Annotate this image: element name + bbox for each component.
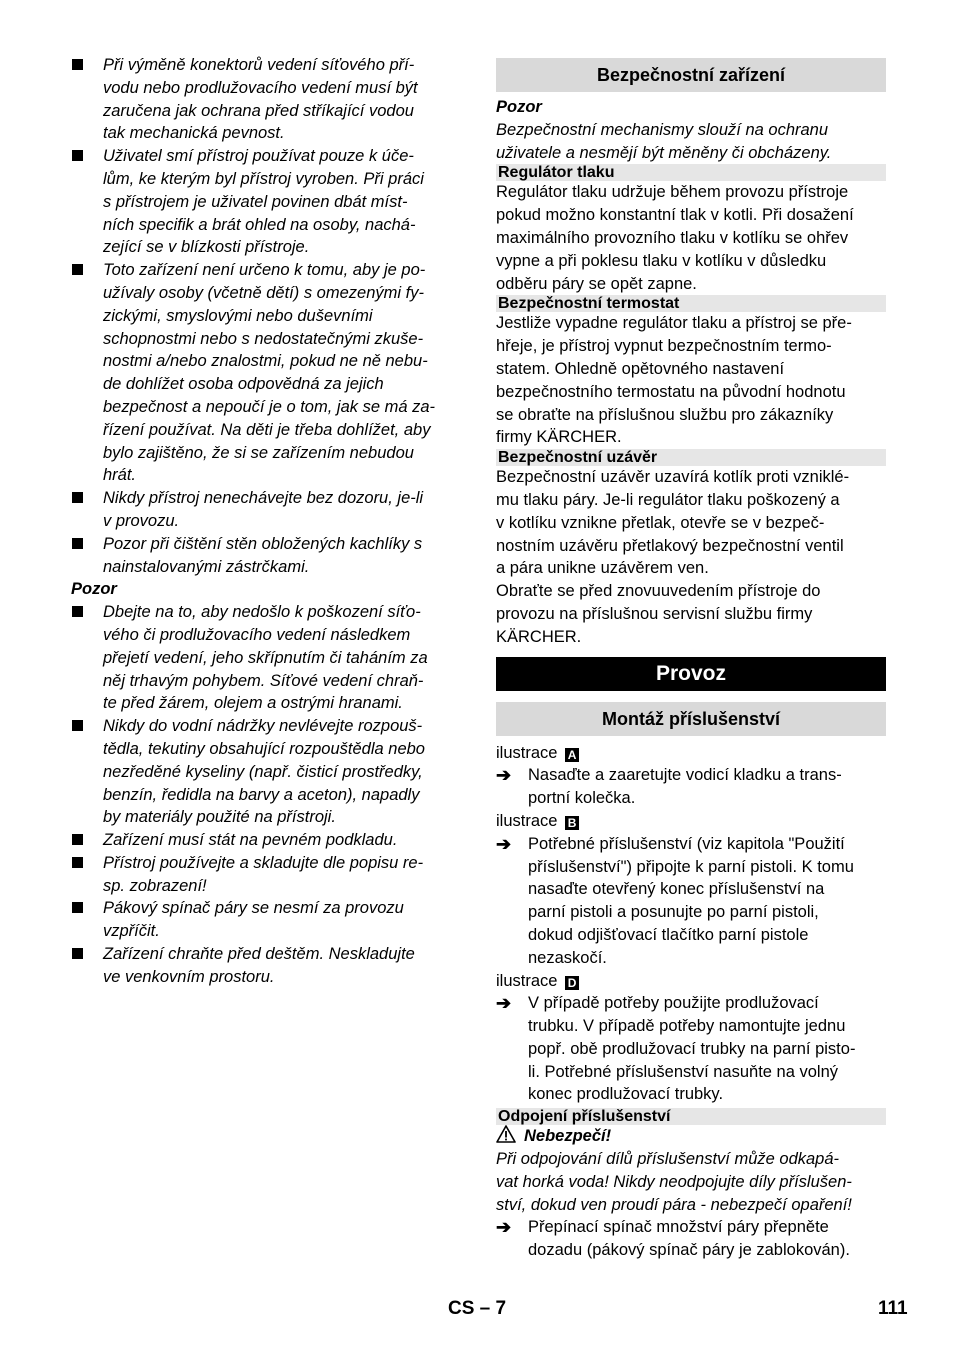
text-line: zaručena jak ochrana před stříkající vodou [103,101,414,120]
text-line: benzín, ředidla na barvy a aceton), napadly [103,785,420,804]
square-bullet-icon [72,264,83,275]
bullet-text [103,601,460,715]
text-line: odběru páry se opět zapne. [496,274,697,293]
text-line: KÄRCHER. [496,627,582,646]
text-line: statem. Ohledně opětovného nastavení [496,359,785,378]
bullet-item [71,897,460,943]
thermostat-heading: Bezpečnostní termostat [496,295,886,312]
caution-label-left: Pozor [71,580,117,599]
bullet-item [71,943,460,989]
caution-text [496,119,886,165]
text-line: ních specifik a brát ohled na osoby, nachá- [103,215,416,234]
text-line: Zařízení chraňte před deštěm. Neskladujte [103,945,415,964]
step-text [528,764,886,810]
illustration-label: ilustrace [496,811,558,830]
text-line: firmy KÄRCHER. [496,428,622,447]
caution-label-right: Pozor [496,98,542,116]
text-line: dozadu (pákový spínač páry je zablokován). [528,1241,850,1260]
safety-bullets-1 [71,54,460,578]
text-line: s přístrojem je uživatel povinen dbát míst- [103,192,408,211]
text-line: se obraťte na příslušnou službu pro zákazníky [496,405,834,424]
bullet-text [103,715,460,829]
text-line: zející se v blízkosti přístroje. [103,238,310,257]
text-line: Bezpečnostní mechanismy slouží na ochranu [496,120,829,139]
text-line: provozu na příslušnou servisní službu firmy [496,604,813,623]
text-line: Toto zařízení není určeno k tomu, aby je po- [103,261,426,280]
text-line: Pákový spínač páry se nesmí za provozu [103,899,404,918]
text-line: v kotlíku vznikne přetlak, otevře se v bezpeč- [496,513,825,532]
step-text [528,1216,886,1262]
step-mount-wheels [496,764,886,810]
illustration-ref-b [496,810,886,833]
text-line: Pozor při čištění stěn obložených kachlíky s [103,534,423,553]
square-bullet-icon [72,857,83,868]
bullet-text [103,259,460,487]
danger-text [496,1148,886,1216]
text-line: mu tlaku páry. Je-li regulátor tlaku poškozený a [496,490,840,509]
bullet-item [71,601,460,715]
pressure-regulator-text [496,181,886,295]
text-line: vzpříčit. [103,922,160,941]
text-line: hrát. [103,466,137,485]
text-line: te před žárem, olejem a ostrými hranami. [103,694,403,713]
text-line: nostním uzávěru přetlakový bezpečnostní ventil [496,536,844,555]
text-line: bezpečnost a nepoučí je o tom, jak se má za- [103,397,436,416]
text-line: nainstalovanými zástrčkami. [103,557,310,576]
safety-lock-text [496,466,886,580]
text-line: by materiály použité na přístroji. [103,808,336,827]
arrow-right-icon: ➔ [496,993,512,1014]
text-line: ství, dokud ven proudí pára - nebezpečí opaření! [496,1195,852,1214]
text-line: Přepínací spínač množství páry přepněte [528,1218,829,1237]
text-line: Nikdy do vodní nádržky nevlévejte rozpouš- [103,717,423,736]
text-line: popř. obě prodlužovací trubky na parní pisto- [528,1039,856,1058]
text-line: konec prodlužovací trubky. [528,1085,724,1104]
text-line: bylo zajištěno, že si se zařízením nebudou [103,443,414,462]
bullet-text [103,852,460,898]
text-line: vypne a při poklesu tlaku v kotlíku v důsledku [496,251,827,270]
text-line: příslušenství") připojte k parní pistoli. K tomu [528,857,854,876]
arrow-right-icon: ➔ [496,765,512,786]
bullet-item [71,533,460,579]
text-line: vého či prodlužovacího vedení následkem [103,625,411,644]
text-line: Obraťte se před znovuuvedením přístroje do [496,582,821,601]
bullet-item [71,54,460,145]
text-line: de dohlížet osoba odpovědná za jejich [103,375,384,394]
illustration-b-icon: B [565,816,579,830]
text-line: maximálního provozního tlaku v kotlíku se ohřev [496,228,849,247]
step-extension-tube [496,992,886,1106]
text-line: ve venkovním prostoru. [103,967,275,986]
detach-accessory-heading: Odpojení příslušenství [496,1108,886,1125]
square-bullet-icon [72,834,83,845]
square-bullet-icon [72,59,83,70]
safety-bullets-2 [71,601,460,989]
square-bullet-icon [72,538,83,549]
text-line: trubku. V případě potřeby namontujte jednu [528,1017,846,1036]
text-line: Zařízení musí stát na pevném podkladu. [103,831,398,850]
text-line: Přístroj používejte a skladujte dle popisu re- [103,853,424,872]
square-bullet-icon [72,150,83,161]
text-line: portní kolečka. [528,789,636,808]
text-line: Jestliže vypadne regulátor tlaku a přístroj se pře- [496,314,852,333]
bullet-text [103,145,460,259]
text-line: nasaďte otevřený konec příslušenství na [528,880,825,899]
bullet-text [103,487,460,533]
bullet-text [103,54,460,145]
text-line: něj trhavým pohybem. Síťové vedení chraň- [103,671,424,690]
text-line: Nasaďte a zaaretujte vodicí kladku a trans- [528,766,842,785]
footer-section-label: CS – 7 [448,1298,507,1319]
danger-text-label: Nebezpečí! [524,1127,612,1146]
text-line: tědla, tekutiny obsahující rozpouštědla nebo [103,739,425,758]
left-column [71,54,460,989]
square-bullet-icon [72,902,83,913]
text-line: uživatele a nesmějí být měněny či obcházeny. [496,143,832,162]
accessories-heading: Montáž příslušenství [496,702,886,736]
text-line: Nikdy přístroj nenechávejte bez dozoru, je-li [103,489,424,508]
illustration-a-icon: A [565,748,579,762]
warning-triangle-icon [496,1125,516,1143]
square-bullet-icon [72,492,83,503]
text-line: přejetí vedení, jeho skřípnutím či taháním za [103,648,428,667]
illustration-label: ilustrace [496,743,558,762]
step-lock-switch [496,1216,886,1262]
text-line: a pára unikne uzávěrem ven. [496,559,709,578]
text-line: hřeje, je přístroj vypnut bezpečnostním termo- [496,337,832,356]
bullet-item [71,829,460,852]
square-bullet-icon [72,948,83,959]
illustration-label: ilustrace [496,971,558,990]
text-line: bezpečnostního termostatu na původní hodnotu [496,382,846,401]
text-line: Při odpojování dílů příslušenství může odkapá- [496,1150,840,1169]
pressure-regulator-heading: Regulátor tlaku [496,164,886,181]
arrow-right-icon: ➔ [496,1217,512,1238]
arrow-right-icon: ➔ [496,833,512,854]
text-line: li. Potřebné příslušenství nasuňte na volný [528,1062,839,1081]
bullet-item [71,715,460,829]
text-line: schopnostmi nebo s nedostatečnými zkuše- [103,329,424,348]
bullet-item [71,145,460,259]
bullet-item [71,852,460,898]
text-line: Při výměně konektorů vedení síťového pří- [103,56,415,74]
step-text [528,833,886,970]
text-line: lům, ke kterým byl přístroj vyroben. Při práci [103,169,424,188]
text-line: řízení používat. Na děti je třeba dohlížet, aby [103,420,431,439]
bullet-text [103,943,460,989]
text-line: Regulátor tlaku udržuje během provozu přístroje [496,183,849,202]
thermostat-text [496,312,886,449]
right-column [496,54,886,1262]
safety-lock-heading: Bezpečnostní uzávěr [496,449,886,466]
danger-label [496,1125,886,1148]
footer-page-number: 111 [878,1298,908,1319]
step-attach-accessory [496,833,886,970]
bullet-text [103,533,460,579]
bullet-item [71,259,460,487]
square-bullet-icon [72,606,83,617]
text-line: sp. zobrazení! [103,876,207,895]
text-line: pokud možno konstantní tlak v kotli. Při dosažení [496,206,854,225]
text-line: V případě potřeby použijte prodlužovací [528,994,819,1013]
text-line: nezaskočí. [528,948,607,967]
square-bullet-icon [72,720,83,731]
text-line: vat horká voda! Nikdy neodpojujte díly příslušen- [496,1172,852,1191]
safety-devices-heading: Bezpečnostní zařízení [496,58,886,92]
illustration-d-icon: D [565,976,579,990]
text-line: Dbejte na to, aby nedošlo k poškození síťo- [103,603,421,622]
text-line: zickými, smyslovými nebo duševními [103,306,373,325]
text-line: nezředěné kyseliny (např. čisticí prostředky, [103,762,423,781]
chapter-heading-provoz: Provoz [496,657,886,691]
bullet-item [71,487,460,533]
bullet-text [103,897,460,943]
text-line: parní pistoli a posunujte po parní pistoli, [528,903,819,922]
text-line: vodu nebo prodlužovacího vedení musí být [103,78,418,97]
illustration-ref-a [496,742,886,765]
text-line: užívaly osoby (včetně dětí) s omezenými fy- [103,283,424,302]
text-line: v provozu. [103,511,180,530]
text-line: Uživatel smí přístroj používat pouze k úče- [103,147,414,166]
text-line: nostmi a/nebo znalostmi, pokud ne ně nebu- [103,352,428,371]
text-line: Bezpečnostní uzávěr uzavírá kotlík proti vzniklé- [496,468,850,487]
text-line: Potřebné příslušenství (viz kapitola "Použití [528,834,845,853]
illustration-ref-d [496,970,886,993]
safety-lock-text-2 [496,580,886,648]
step-text [528,992,886,1106]
text-line: tak mechanická pevnost. [103,124,285,143]
bullet-text [103,829,460,852]
text-line: dokud odjišťovací tlačítko parní pistole [528,925,809,944]
